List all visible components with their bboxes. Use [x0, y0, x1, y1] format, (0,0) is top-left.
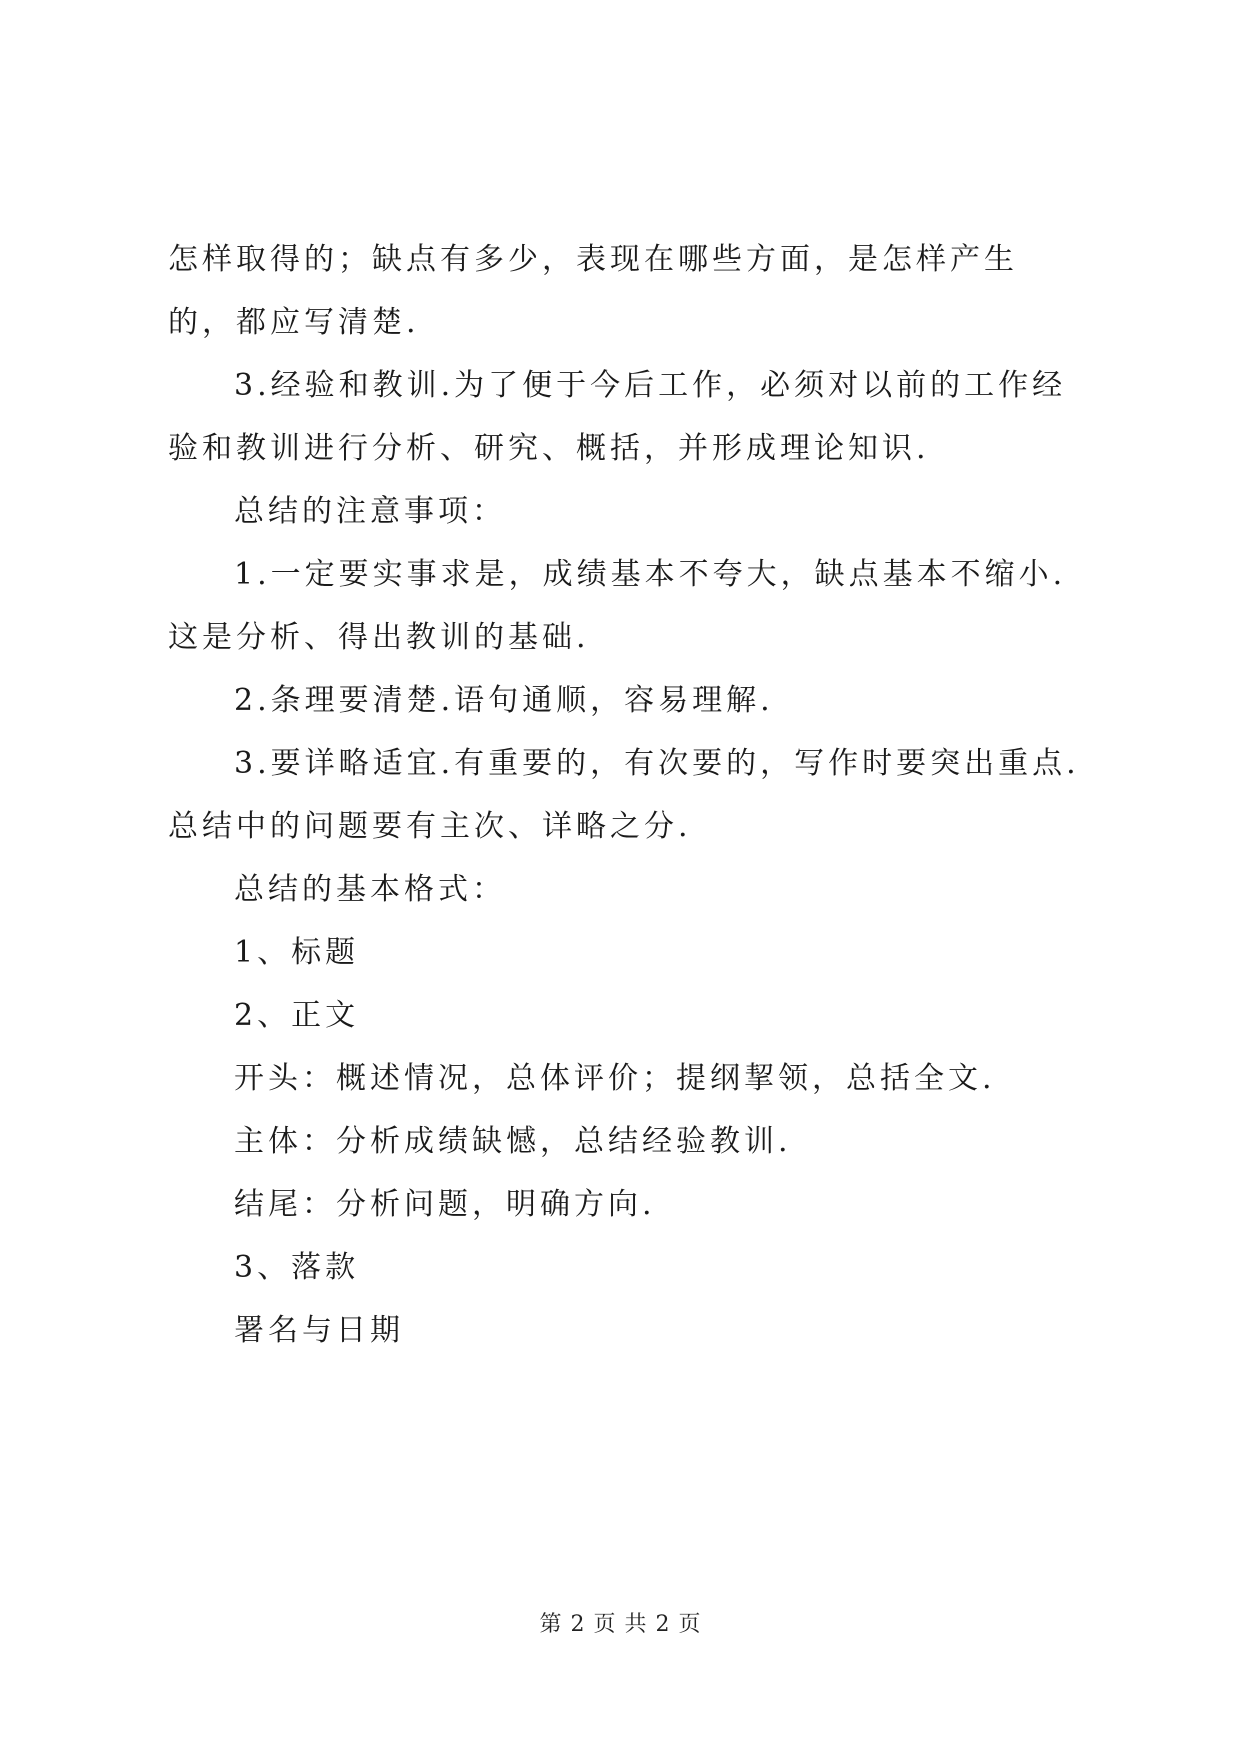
format-body-opening: 开头：概述情况，总体评价；提纲挈领，总括全文. [234, 1061, 996, 1096]
heading-notes: 总结的注意事项： [234, 494, 506, 529]
page-number-footer: 第 2 页 共 2 页 [539, 1612, 702, 1637]
format-item-signature: 3、落款 [234, 1250, 360, 1285]
document-body [168, 228, 1083, 1362]
paragraph-note-3: 3.要详略适宜.有重要的，有次要的，写作时要突出重点.总结中的问题要有主次、详略之分. [168, 746, 1080, 844]
paragraph-continuation: 怎样取得的；缺点有多少，表现在哪些方面，是怎样产生的，都应写清楚. [168, 242, 1018, 340]
format-body-ending: 结尾：分析问题，明确方向. [234, 1187, 656, 1222]
format-body-main: 主体：分析成绩缺憾，总结经验教训. [234, 1124, 792, 1159]
paragraph-experience-lessons: 3.经验和教训.为了便于今后工作，必须对以前的工作经验和教训进行分析、研究、概括，并形成理论知识. [168, 368, 1067, 466]
format-item-title: 1、标题 [234, 935, 360, 970]
paragraph-note-1: 1.一定要实事求是，成绩基本不夸大，缺点基本不缩小.这是分析、得出教训的基础. [168, 557, 1067, 655]
paragraph-note-2: 2.条理要清楚.语句通顺，容易理解. [234, 683, 774, 718]
format-item-body: 2、正文 [234, 998, 360, 1033]
heading-format: 总结的基本格式： [234, 872, 506, 907]
format-signature-date: 署名与日期 [234, 1313, 404, 1348]
